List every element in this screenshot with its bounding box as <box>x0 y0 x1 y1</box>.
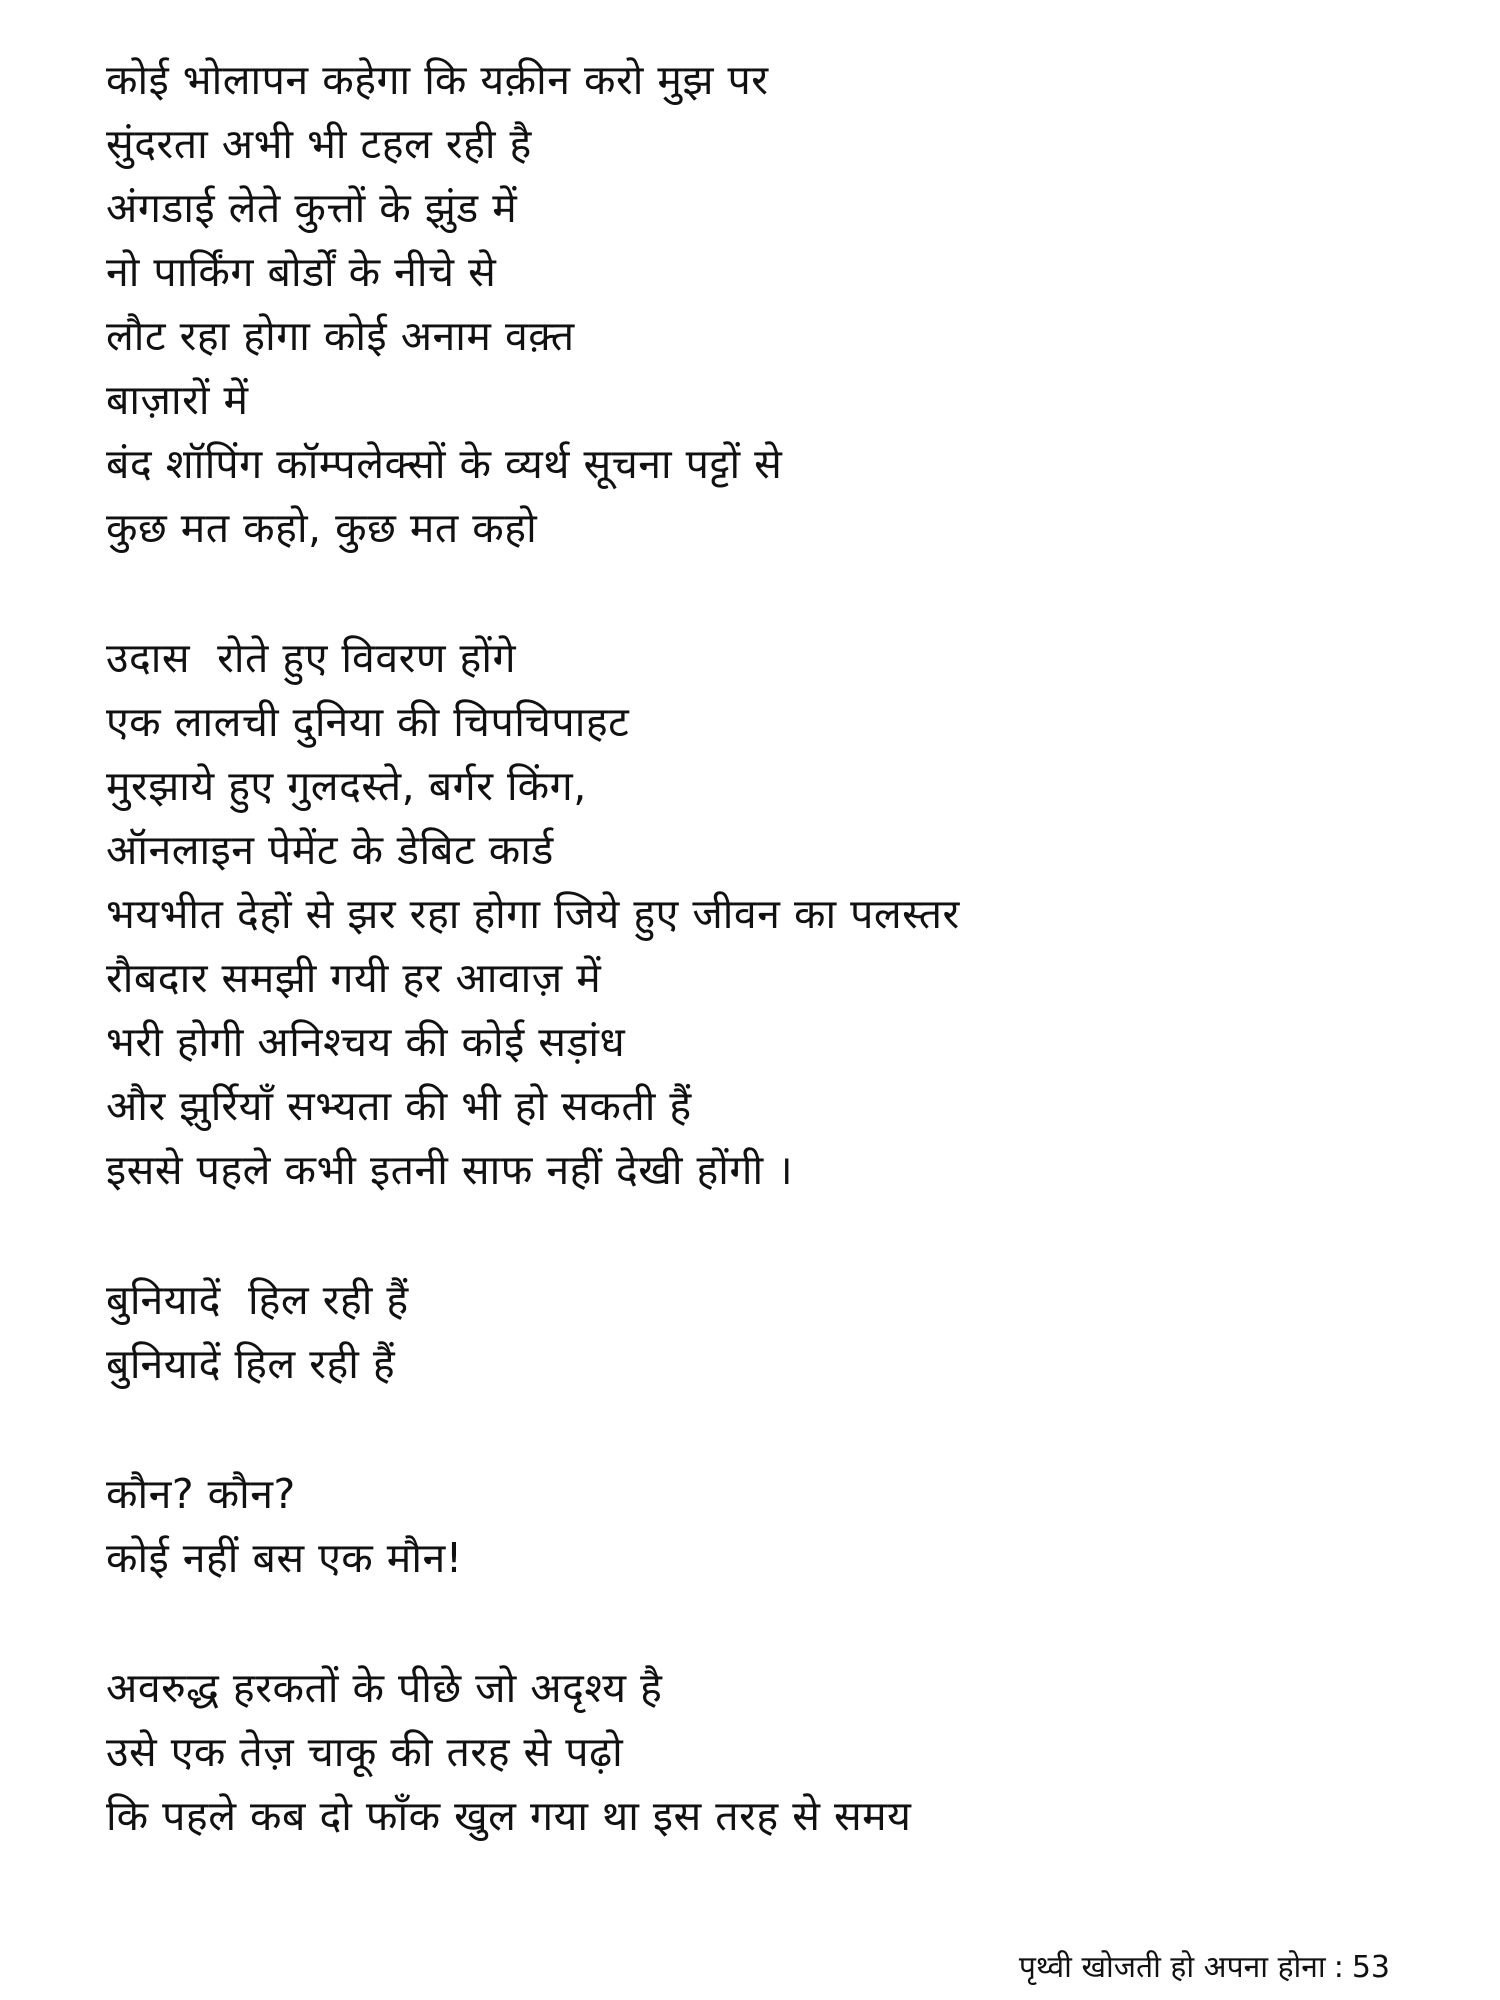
poem-line: अवरुद्ध हरकतों के पीछे जो अदृश्य है <box>106 1664 663 1712</box>
stanza-2 <box>106 626 1436 1202</box>
stanza-4 <box>106 1462 1436 1590</box>
page-footer <box>1019 1948 1390 1988</box>
poem-line: सुंदरता अभी भी टहल रही है <box>106 120 532 168</box>
poem-body <box>106 48 1436 1914</box>
poem-line: कौन? कौन? <box>106 1470 296 1518</box>
stanza-1 <box>106 48 1436 560</box>
poem-line: लौट रहा होगा कोई अनाम वक़्त <box>106 312 575 360</box>
poem-line: बंद शॉपिंग कॉम्पलेक्सों के व्यर्थ सूचना पट्टों से <box>106 440 783 488</box>
poem-line: एक लालची दुनिया की चिपचिपाहट <box>106 698 630 746</box>
poem-line: कि पहले कब दो फाँक खुल गया था इस तरह से समय <box>106 1792 912 1840</box>
poem-line: कोई नहीं बस एक मौन! <box>106 1534 463 1582</box>
poem-line: ऑनलाइन पेमेंट के डेबिट कार्ड <box>106 826 554 874</box>
page-number: 53 <box>1351 1950 1390 1985</box>
book-title: पृथ्वी खोजती हो अपना होना <box>1018 1950 1326 1985</box>
poem-line: उसे एक तेज़ चाकू की तरह से पढ़ो <box>106 1728 624 1776</box>
poem-line: और झुर्रियाँ सभ्यता की भी हो सकती हैं <box>106 1082 692 1130</box>
poem-line: मुरझाये हुए गुलदस्ते, बर्गर किंग, <box>106 762 587 810</box>
poem-line: भरी होगी अनिश्चय की कोई सड़ांध <box>106 1018 626 1066</box>
footer-separator: : <box>1333 1950 1344 1985</box>
poem-line: कोई भोलापन कहेगा कि यक़ीन करो मुझ पर <box>106 56 769 104</box>
stanza-3 <box>106 1268 1436 1396</box>
poem-line: बाज़ारों में <box>106 376 249 424</box>
poem-line: बुनियादें हिल रही हैं <box>106 1340 396 1388</box>
poem-line: अंगडाई लेते कुत्तों के झुंड में <box>106 184 518 232</box>
poem-line: इससे पहले कभी इतनी साफ नहीं देखी होंगी । <box>106 1146 794 1194</box>
poem-line: बुनियादें हिल रही हैं <box>106 1276 409 1324</box>
poem-line: भयभीत देहों से झर रहा होगा जिये हुए जीवन का पलस्तर <box>106 890 960 938</box>
stanza-5 <box>106 1656 1436 1848</box>
poem-line: रौबदार समझी गयी हर आवाज़ में <box>106 954 602 1002</box>
poem-line: उदास रोते हुए विवरण होंगे <box>106 634 517 682</box>
poem-line: कुछ मत कहो, कुछ मत कहो <box>106 504 538 552</box>
poem-line: नो पार्किंग बोर्डों के नीचे से <box>106 248 497 296</box>
